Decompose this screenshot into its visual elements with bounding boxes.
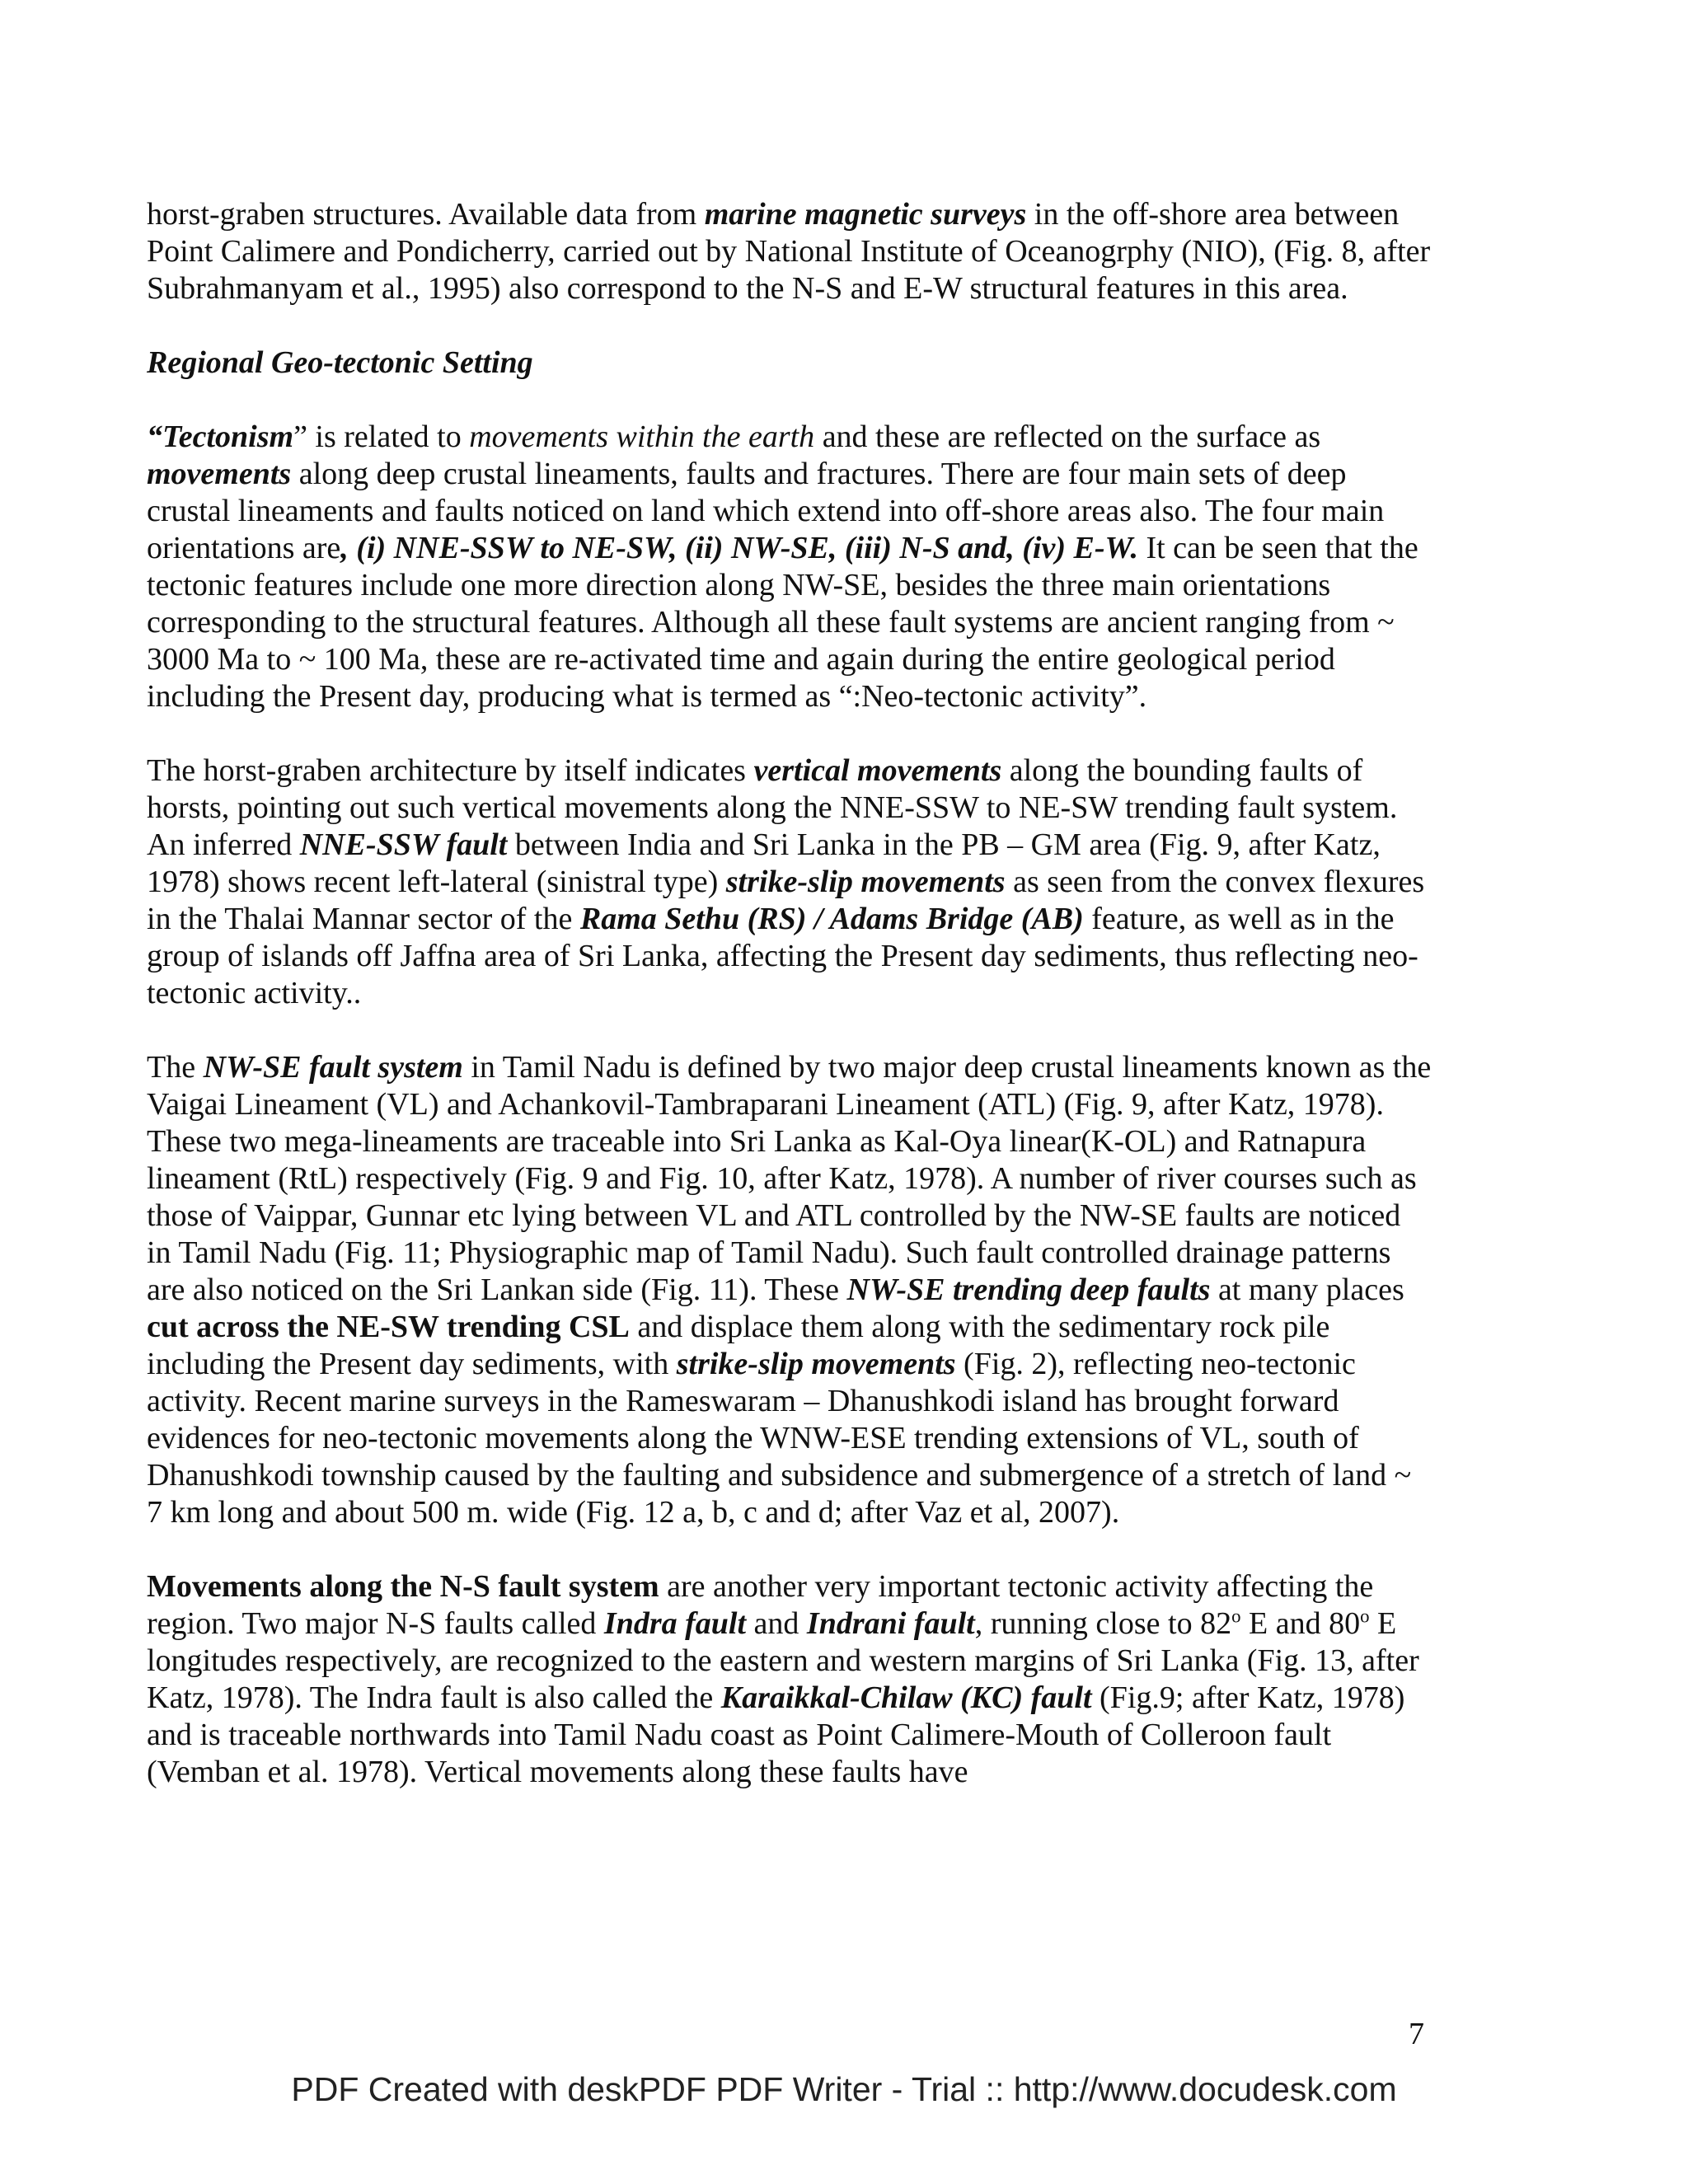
emphasis-strike-slip-movements: strike-slip movements xyxy=(725,865,1006,899)
text-run: E and 80 xyxy=(1240,1606,1361,1641)
text-run: along the bounding faults of horsts, pointing out such vertical movements along the NNE-SSW to NE-SW trending fault system. An inferred xyxy=(147,753,1398,862)
degree-superscript: o xyxy=(1360,1605,1370,1627)
text-run: and these are reflected on the surface as xyxy=(814,419,1321,454)
page-number: 7 xyxy=(1409,2017,1424,2051)
text-run: The horst-graben architecture by itself indicates xyxy=(147,753,754,788)
text-run: (Fig. 2), reflecting neo-tectonic activity. Recent marine surveys in the Rameswaram – Dhanushkodi island has brought forward evidences for neo-tectonic movements along the WNW-ESE trending extensions of VL, south of Dhanushkodi township caused by the faulting and subsidence and submergence of a stretch of land ~ 7 km long and about 500 m. wide (Fig. 12 a, b, c and d; after Vaz et al, 2007). xyxy=(147,1347,1412,1530)
emphasis-strike-slip-movements-2: strike-slip movements xyxy=(676,1347,956,1381)
text-run: at many places xyxy=(1210,1272,1404,1307)
text-run: horst-graben structures. Available data from xyxy=(147,197,705,232)
text-run: feature, as well as in the group of islands off Jaffna area of Sri Lanka, affecting the Present day sediments, thus reflecting neo-tectonic activity.. xyxy=(147,902,1418,1010)
text-run: in Tamil Nadu is defined by two major deep crustal lineaments known as the Vaigai Lineament (VL) and Achankovil-Tambraparani Lineament (ATL) (Fig. 9, after Katz, 1978). These two mega-lineaments are traceable into Sri Lanka as Kal-Oya linear(K-OL) and Ratnapura lineament (RtL) respectively (Fig. 9 and Fig. 10, after Katz, 1978). A number of river courses such as those of Vaippar, Gunnar etc lying between VL and ATL controlled by the NW-SE faults are noticed in Tamil Nadu (Fig. 11; Physiographic map of Tamil Nadu). Such fault controlled drainage patterns are also noticed on the Sri Lankan side (Fig. 11). These xyxy=(147,1050,1432,1307)
emphasis-nw-se-deep-faults: NW-SE trending deep faults xyxy=(846,1272,1211,1307)
paragraph-nw-se-fault-system xyxy=(147,1049,1432,1531)
text-run: are another very important tectonic activity affecting the region. Two major N-S faults called xyxy=(147,1569,1374,1641)
paragraph-tectonism xyxy=(147,419,1432,715)
emphasis-movements-within-earth: movements within the earth xyxy=(469,419,815,454)
emphasis-cut-across-csl: cut across the NE-SW trending CSL xyxy=(147,1310,630,1344)
emphasis-indrani-fault: Indrani fault xyxy=(806,1606,975,1641)
emphasis-vertical-movements: vertical movements xyxy=(753,753,1002,788)
text-run: and xyxy=(746,1606,807,1641)
emphasis-nw-se-fault-system: NW-SE fault system xyxy=(203,1050,463,1085)
degree-superscript: o xyxy=(1231,1605,1241,1627)
emphasis-indra-fault: Indra fault xyxy=(603,1606,747,1641)
document-body xyxy=(147,196,1432,1828)
paragraph-marine-surveys xyxy=(147,196,1432,307)
pdf-writer-footer: PDF Created with deskPDF PDF Writer - Trial :: http://www.docudesk.com xyxy=(291,2070,1397,2108)
emphasis-orientations: , (i) NNE-SSW to NE-SW, (ii) NW-SE, (iii) N-S and, (iv) E-W. xyxy=(340,531,1138,565)
text-run: and displace them along with the sedimentary rock pile including the Present day sediments, with xyxy=(147,1310,1330,1381)
text-run: along deep crustal lineaments, faults and fractures. There are four main sets of deep crustal lineaments and faults noticed on land which extend into off-shore areas also. The four main orientations are xyxy=(147,457,1385,565)
text-run: between India and Sri Lanka in the PB – GM area (Fig. 9, after Katz, 1978) shows recent left-lateral (sinistral type) xyxy=(147,827,1381,899)
text-run: ” is related to xyxy=(293,419,470,454)
emphasis-nne-ssw-fault: NNE-SSW fault xyxy=(299,827,508,862)
text-run: as seen from the convex flexures in the Thalai Mannar sector of the xyxy=(147,865,1425,936)
paragraph-horst-graben xyxy=(147,752,1432,1012)
emphasis-n-s-movements: Movements along the N-S fault system xyxy=(147,1569,659,1604)
paragraph-n-s-fault-system xyxy=(147,1568,1432,1791)
section-heading: Regional Geo-tectonic Setting xyxy=(147,345,533,380)
text-run: E longitudes respectively, are recognized to the eastern and western margins of Sri Lanka (Fig. 13, after Katz, 1978). The Indra fault is also called the xyxy=(147,1606,1419,1715)
text-run: in the off-shore area between Point Calimere and Pondicherry, carried out by National Institute of Oceanogrphy (NIO), (Fig. 8, after Subrahmanyam et al., 1995) also correspond to the N-S and E-W structural features in this area. xyxy=(147,197,1431,306)
text-run: (Fig.9; after Katz, 1978) and is traceable northwards into Tamil Nadu coast as Point Calimere-Mouth of Colleroon fault (Vemban et al. 1978). Vertical movements along these faults have xyxy=(147,1680,1405,1789)
emphasis-tectonism: “Tectonism xyxy=(147,419,294,454)
emphasis-marine-magnetic-surveys: marine magnetic surveys xyxy=(704,197,1027,232)
text-run: It can be seen that the tectonic features include one more direction along NW-SE, besides the three main orientations corresponding to the structural features. Although all these fault systems are ancient ranging from ~ 3000 Ma to ~ 100 Ma, these are re-activated time and again during the entire geological period including the Present day, producing what is termed as “:Neo-tectonic activity”. xyxy=(147,531,1418,714)
emphasis-karaikkal-chilaw-fault: Karaikkal-Chilaw (KC) fault xyxy=(720,1680,1092,1715)
emphasis-movements: movements xyxy=(147,457,292,491)
text-run: , running close to 82 xyxy=(974,1606,1232,1641)
emphasis-rama-sethu: Rama Sethu (RS) / Adams Bridge (AB) xyxy=(579,902,1084,936)
text-run: The xyxy=(147,1050,204,1085)
